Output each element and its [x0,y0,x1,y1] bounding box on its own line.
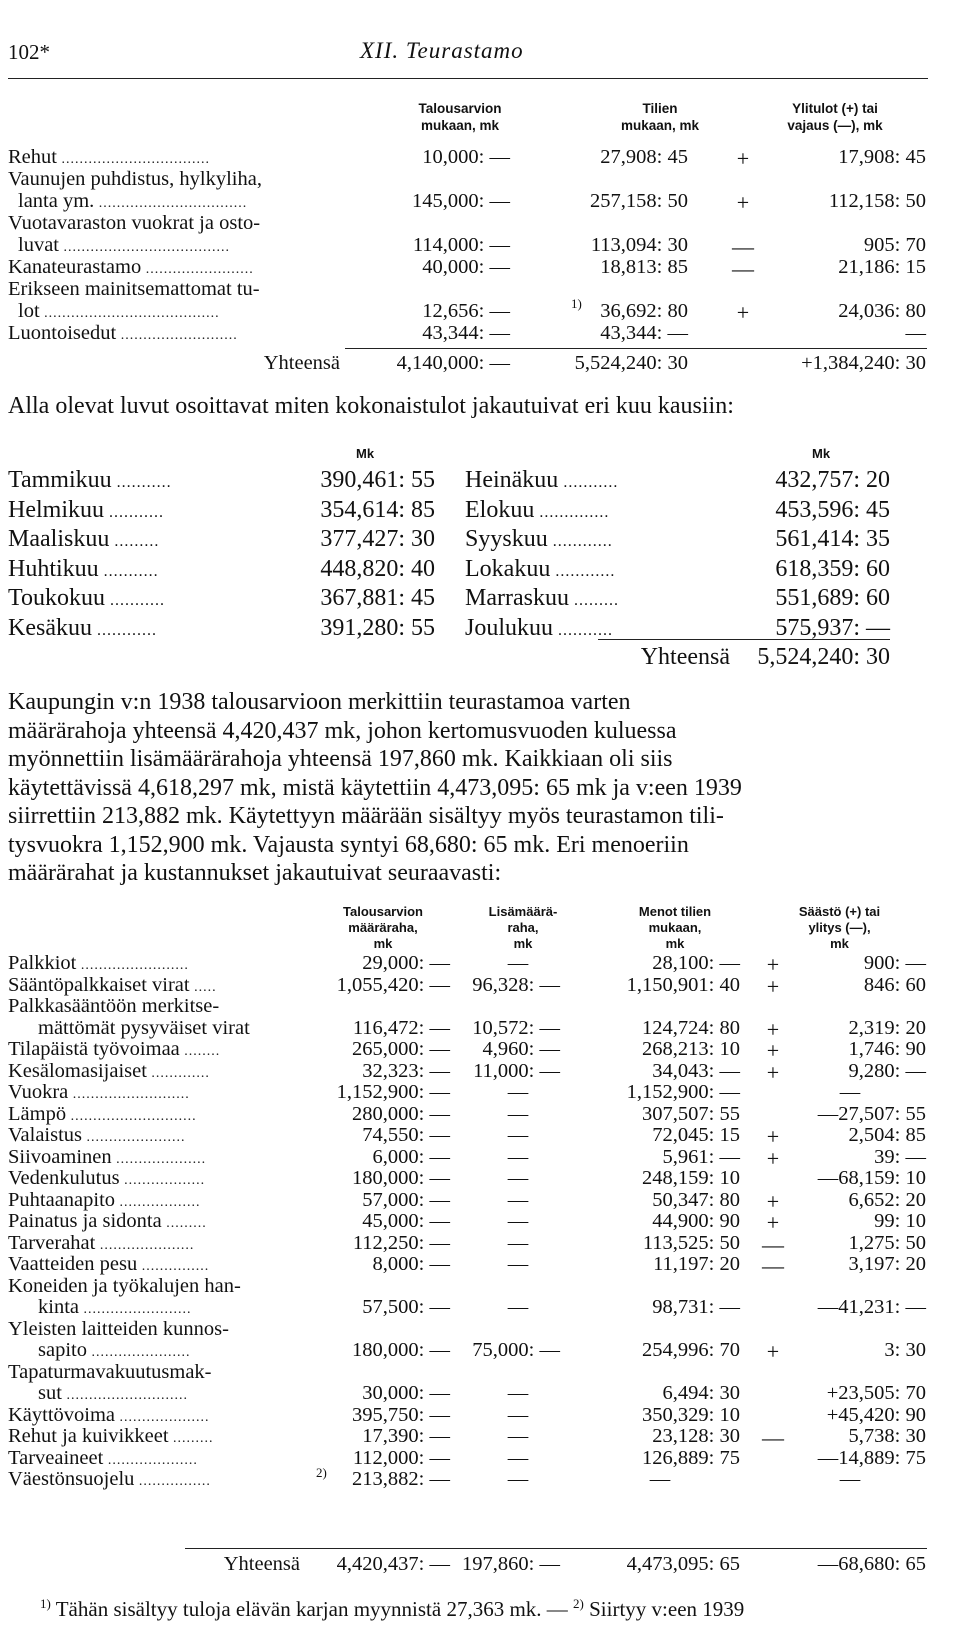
leader-dots: .................... [115,1409,210,1425]
budget-value: 145,000: — [412,190,510,212]
paragraph-line: myönnettiin lisämäärärahoja yhteensä 197,860 mk. Kaikkiaan oli siis [8,746,673,772]
budget-value: 8,000: — [372,1253,450,1275]
total-budget: 4,140,000: — [396,352,510,374]
leader-dots: ........... [111,474,172,491]
row-label-text: Sääntöpalkkaiset virat [8,973,190,996]
month-value: 453,596: 45 [775,496,890,523]
total-extra: 197,860: — [462,1553,560,1575]
leader-dots: ............... [137,1259,210,1274]
month-name: Joulukuu [465,614,554,641]
actual-value: 257,158: 50 [590,190,688,212]
extra-value: — [507,1167,529,1189]
actual-value: 248,159: 10 [642,1167,740,1189]
diff-value: 2,504: 85 [848,1124,926,1146]
diff-value: —14,889: 75 [817,1446,926,1469]
total-rule [185,1548,927,1549]
leader-dots: ................................. [94,196,248,211]
row-label [8,1253,209,1276]
diff-sign: — [762,1231,784,1257]
footnote-text-2: Siirtyy v:een 1939 [589,1597,745,1621]
paragraph-line: siirrettiin 213,882 mk. Käytettyyn määrään sisältyy myös teurastamon tili- [8,803,724,829]
month-name: Marraskuu [465,585,569,611]
month-value: 377,427: 30 [320,526,435,552]
actual-value: 23,128: 30 [652,1425,740,1447]
diff-value: 2,319: 20 [848,1016,926,1039]
month-name: Syyskuu [465,526,548,552]
month-value: 448,820: 40 [320,555,435,582]
month-value: 432,757: 20 [775,467,890,493]
total-label: Yhteensä [223,1553,300,1575]
extra-value: — [507,1188,529,1211]
row-label [8,1038,220,1061]
diff-value: 846: 60 [863,973,926,996]
extra-value: 11,000: — [473,1059,560,1082]
leader-dots: ............ [91,621,157,639]
leader-dots: .................... [103,1452,198,1468]
budget-value: 114,000: — [412,234,510,256]
month-name: Huhtikuu [8,555,99,582]
diff-sign: — [732,256,754,281]
actual-value: 1,150,901: 40 [626,973,740,996]
row-label-text: Luontoisedut [8,322,117,344]
budget-value: 74,550: — [362,1124,450,1146]
row-label-text: Siivoaminen [8,1145,112,1168]
row-label [8,1167,205,1190]
row-label-text: Palkkiot [8,952,77,974]
leader-dots: ........................ [79,1302,192,1317]
budget-value: 213,882: — [352,1468,450,1490]
budget-value: 116,472: — [352,1016,450,1039]
actual-value: 113,525: 50 [642,1231,740,1254]
diff-value: 3: 30 [884,1339,926,1361]
actual-value: 6,494: 30 [662,1382,740,1404]
budget-value: 1,055,420: — [336,973,450,996]
diff-value: 900: — [863,952,926,974]
diff-value: +45,420: 90 [826,1403,926,1426]
diff-sign: + [766,1059,780,1085]
row-label-text: Tarverahat [8,1231,96,1254]
leader-dots: ........... [104,503,164,521]
extra-value: — [507,1124,529,1146]
month-name: Kesäkuu [8,614,92,641]
diff-value: 1,746: 90 [848,1038,926,1060]
total-actual: 4,473,095: 65 [626,1553,740,1575]
budget-value: 265,000: — [352,1038,450,1060]
total-label: Yhteensä [640,644,730,670]
unit-label: Mk [812,446,831,461]
row-label [8,1468,211,1491]
diff-value: 1,275: 50 [848,1231,926,1254]
row-label-text: sut [38,1382,62,1404]
row-label-text: Rehut [8,146,57,168]
row-label [8,1124,186,1147]
row-label [8,952,189,975]
diff-value: 39: — [874,1145,926,1168]
diff-sign: + [736,146,750,171]
row-label-text: Vaunujen puhdistus, hylkyliha, [8,168,262,190]
budget-value: 32,323: — [362,1059,450,1082]
row-label-text: Vaatteiden pesu [8,1253,138,1275]
column-header: Tilien mukaan, mk [620,101,700,133]
paragraph-line: Kaupungin v:n 1938 talousarvioon merkittiin teurastamoa varten [8,689,631,715]
month-name: Helmikuu [8,496,104,523]
diff-value: 21,186: 15 [838,256,926,278]
extra-value: 4,960: — [482,1038,560,1060]
diff-value: —68,159: 10 [817,1167,926,1189]
row-label [8,1189,201,1212]
leader-dots: ........................ [141,262,254,277]
budget-value: 12,656: — [422,300,510,322]
actual-value: 43,344: — [600,322,688,344]
row-label-text: kinta [38,1296,79,1318]
row-label [8,1404,210,1427]
diff-sign: + [766,952,780,977]
unit-label: Mk [356,446,375,461]
footnote-marker-1: 1) [40,1596,51,1611]
row-label-text: Väestönsuojelu [8,1468,135,1490]
row-label-text: Vedenkulutus [8,1167,120,1189]
extra-value: — [507,1468,529,1490]
diff-sign: + [766,1124,780,1149]
diff-sign: — [732,234,754,259]
column-header: Menot tilien mukaan, mk [638,904,712,951]
row-label-text: mättömät pysyväiset virat [38,1016,250,1039]
footnote [40,1596,744,1622]
month-value: 367,881: 45 [320,585,435,611]
footnote-marker: 1) [571,296,582,311]
paragraph-line: määrärahat ja kustannukset jakautuivat seuraavasti: [8,860,502,886]
column-header: Ylitulot (+) tai vajaus (—), mk [787,101,883,133]
diff-value: 6,652: 20 [848,1188,926,1211]
total-budget: 4,420,437: — [336,1553,450,1575]
diff-value: 112,158: 50 [828,190,926,212]
diff-sign: + [736,300,750,325]
budget-value: 280,000: — [352,1102,450,1125]
row-label-cont [38,1017,250,1040]
extra-value: 10,572: — [472,1016,560,1039]
extra-value: — [507,1231,529,1254]
actual-value: 72,045: 15 [652,1124,740,1146]
budget-value: 30,000: — [362,1382,450,1404]
leader-dots: .......................... [68,1087,190,1102]
budget-value: 43,344: — [422,322,510,344]
budget-value: 180,000: — [352,1339,450,1361]
row-label-text: sapito [38,1339,87,1361]
column-header: Säästö (+) tai ylitys (—), mk [798,904,881,951]
row-label-text: Yleisten laitteiden kunnos- [8,1317,229,1340]
row-label [8,1060,210,1083]
diff-value: 9,280: — [848,1059,926,1082]
row-label-text: Käyttövoima [8,1403,116,1426]
actual-value: 126,889: 75 [642,1446,740,1469]
diff-sign: + [766,1038,780,1063]
diff-sign: — [762,1253,784,1278]
paragraph-line: tysvuokra 1,152,900 mk. Vajausta syntyi 68,680: 65 mk. Eri menoeriin [8,831,689,858]
leader-dots: .......................... [116,328,238,343]
actual-value: 350,329: 10 [642,1403,740,1426]
extra-value: — [507,952,529,974]
row-label [8,1275,241,1298]
diff-value: —41,231: — [817,1296,926,1318]
leader-dots: .............. [534,503,610,521]
actual-value: 34,043: — [652,1059,740,1082]
extra-value: 75,000: — [472,1339,560,1361]
leader-dots: ..................................... [59,240,230,255]
column-header: Talousarvion määräraha, mk [343,904,423,951]
extra-value: — [507,1253,529,1275]
paragraph-line: määrärahoja yhteensä 4,420,437 mk, johon kertomusvuoden kuluessa [8,717,677,744]
row-label [8,1232,194,1255]
extra-value: 96,328: — [472,973,560,996]
page-number: 102* [8,40,50,64]
diff-sign: + [766,973,780,999]
total-value: 5,524,240: 30 [757,644,890,670]
column-header: Talousarvion mukaan, mk [418,101,502,133]
budget-value: 29,000: — [362,952,450,974]
extra-value: — [507,1145,529,1168]
actual-value: 254,996: 70 [642,1339,740,1361]
leader-dots: ..................... [95,1237,195,1253]
actual-value: 28,100: — [652,952,740,974]
leader-dots: ........................... [61,1388,188,1403]
diff-value: 5,738: 30 [848,1425,926,1447]
paragraph-text: Alla olevat luvut osoittavat miten kokonaistulot jakautuivat eri kuu kausiin: [8,393,734,419]
row-label-text: lanta ym. [18,190,95,212]
row-label-text: Koneiden ja työkalujen han- [8,1274,241,1297]
diff-sign: + [766,1016,780,1042]
leader-dots: .................. [119,1173,206,1188]
month-name: Tammikuu [8,467,112,493]
budget-value: 10,000: — [422,146,510,168]
actual-value: 268,213: 10 [642,1038,740,1060]
row-label-text: Vuokra [8,1081,69,1103]
leader-dots: ......... [109,533,160,550]
footnote-text-1: Tähän sisältyy tuloja elävän karjan myynnistä 27,363 mk. — [55,1597,568,1621]
row-label-text: Tapaturmavakuutusmak- [8,1360,212,1383]
budget-value: 40,000: — [422,256,510,278]
row-label [8,1081,190,1104]
row-label-text: Valaistus [8,1124,83,1146]
leader-dots: ......... [568,592,619,609]
row-label [8,1425,214,1448]
diff-value: 99: 10 [874,1210,926,1232]
actual-value: 307,507: 55 [642,1102,740,1125]
extra-value: — [507,1081,529,1103]
page-title: XII. Teurastamo [360,38,524,63]
row-label [8,1146,206,1169]
row-label-text: Puhtaanapito [8,1188,116,1211]
extra-value: — [507,1296,529,1318]
row-label-cont [38,1382,188,1405]
diff-value: —27,507: 55 [817,1102,926,1125]
row-label [8,1210,207,1233]
month-value: 561,414: 35 [775,526,890,552]
month-name: Maaliskuu [8,526,110,552]
row-label-text: Lämpö [8,1102,67,1125]
actual-value: 18,813: 85 [600,256,688,278]
extra-value: — [507,1403,529,1426]
budget-value: 57,500: — [362,1296,450,1318]
row-label-text: luvat [18,234,59,256]
leader-dots: ........... [98,562,159,580]
row-label [8,1103,197,1126]
month-value: 618,359: 60 [775,555,890,582]
diff-value: — [905,322,926,344]
paragraph-line: käytettävissä 4,618,297 mk, mistä käytettiin 4,473,095: 65 mk ja v:een 1939 [8,774,742,801]
row-label-cont [38,1339,190,1362]
row-label [8,1447,198,1470]
diff-value: 905: 70 [863,234,926,256]
budget-value: 112,000: — [352,1446,450,1469]
diff-sign: + [766,1210,780,1235]
budget-value: 6,000: — [372,1145,450,1168]
total-label: Yhteensä [263,352,340,374]
leader-dots: ............ [550,562,616,580]
actual-value: 5,961: — [662,1145,740,1168]
actual-value: 50,347: 80 [652,1188,740,1211]
row-label-text: Kesälomasijaiset [8,1059,147,1082]
leader-dots: ............ [547,533,613,550]
month-name: Elokuu [465,496,535,523]
extra-value: — [507,1425,529,1447]
extra-value: — [507,1446,529,1469]
row-label-text: Rehut ja kuivikkeet [8,1425,169,1447]
diff-value: — [839,1468,861,1490]
row-label-text: Painatus ja sidonta [8,1210,162,1232]
row-label [8,995,219,1018]
budget-value: 57,000: — [362,1188,450,1211]
month-value: 354,614: 85 [320,496,435,523]
diff-sign: + [766,1188,780,1214]
row-label-text: lot [18,300,40,322]
actual-value: 124,724: 80 [642,1016,740,1039]
month-value: 390,461: 55 [320,467,435,493]
budget-value: 395,750: — [352,1403,450,1426]
leader-dots: ................................. [56,152,210,167]
actual-value: 36,692: 80 [600,300,688,322]
diff-sign: + [766,1339,780,1364]
leader-dots: ............. [146,1065,210,1081]
month-name: Toukokuu [8,585,105,611]
leader-dots: ................ [134,1474,211,1489]
leader-dots: ........... [553,621,614,639]
actual-value: — [649,1468,671,1490]
leader-dots: ........... [558,474,619,491]
leader-dots: ......... [161,1216,207,1231]
leader-dots: ......... [168,1431,214,1446]
leader-dots: ........ [179,1044,221,1059]
diff-sign: + [766,1145,780,1171]
diff-value: +23,505: 70 [826,1382,926,1404]
leader-dots: ........... [104,592,165,609]
leader-dots: ....................................... [39,306,220,321]
actual-value: 11,197: 20 [653,1253,740,1275]
extra-value: — [507,1210,529,1232]
leader-dots: .................. [115,1194,201,1210]
diff-value: — [839,1081,861,1103]
extra-value: — [507,1382,529,1404]
month-value: 391,280: 55 [320,614,435,641]
diff-value: 24,036: 80 [838,300,926,322]
row-label-text: Tarveaineet [8,1446,104,1469]
row-label-text: Vuotavaraston vuokrat ja osto- [8,212,261,234]
column-header: Lisämäärä- raha, mk [488,904,558,951]
diff-sign: — [762,1425,784,1450]
actual-value: 113,094: 30 [590,234,688,256]
row-label [8,974,217,997]
leader-dots: ........................ [76,958,189,973]
actual-value: 44,900: 90 [652,1210,740,1232]
month-name: Heinäkuu [465,467,559,493]
month-name: Lokakuu [465,555,551,582]
leader-dots: ............................ [66,1108,197,1124]
leader-dots: ...................... [82,1130,186,1145]
total-actual: 5,524,240: 30 [574,352,688,374]
budget-value: 17,390: — [362,1425,450,1447]
leader-dots: .................... [111,1151,207,1167]
diff-value: 3,197: 20 [848,1253,926,1275]
row-label [8,1361,212,1384]
total-diff: +1,384,240: 30 [801,352,926,374]
budget-value: 112,250: — [352,1231,450,1254]
budget-value: 1,152,900: — [336,1081,450,1103]
total-diff: —68,680: 65 [817,1553,926,1575]
row-label [8,1318,229,1341]
footnote-marker: 2) [316,1465,327,1480]
month-value: 551,689: 60 [775,585,890,611]
actual-value: 1,152,900: — [626,1081,740,1103]
diff-value: 17,908: 45 [838,146,926,168]
footnote-marker-2: 2) [573,1596,584,1611]
row-label-cont [38,1296,192,1319]
row-label-text: Kanateurastamo [8,256,142,278]
row-label-text: Erikseen mainitsemattomat tu- [8,278,260,300]
budget-value: 45,000: — [362,1210,450,1232]
row-label-text: Tilapäistä työvoimaa [8,1038,180,1060]
budget-value: 180,000: — [352,1167,450,1189]
row-label-text: Palkkasääntöön merkitse- [8,995,220,1017]
actual-value: 98,731: — [652,1296,740,1318]
leader-dots: ...................... [86,1345,191,1360]
actual-value: 27,908: 45 [600,146,688,168]
month-value: 575,937: — [775,614,890,641]
diff-sign: + [736,190,750,215]
leader-dots: ..... [189,979,217,995]
extra-value: — [507,1102,529,1125]
